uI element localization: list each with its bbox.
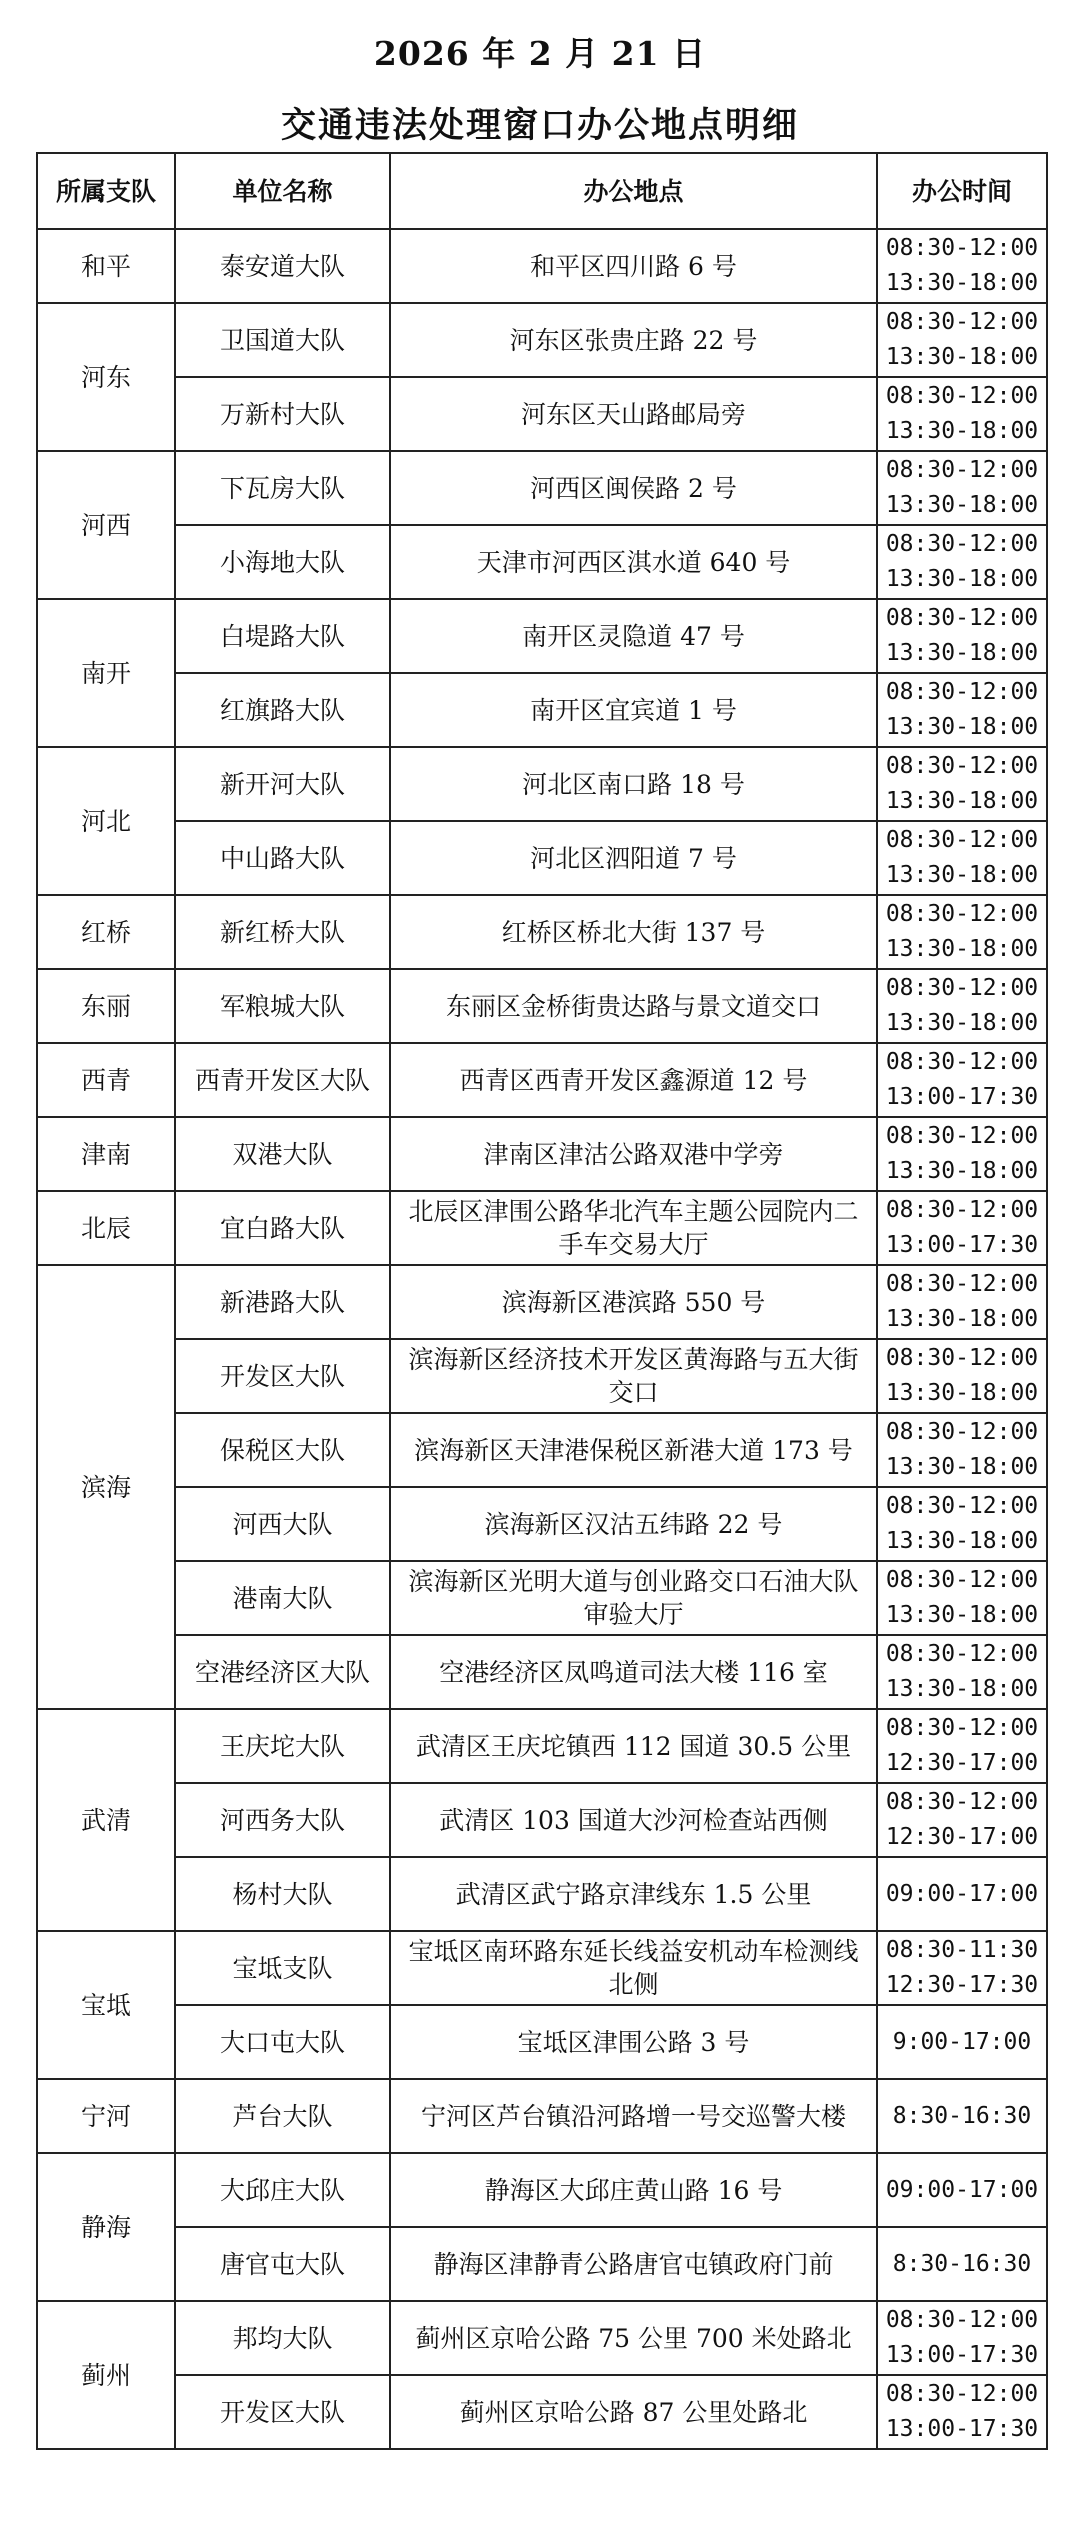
office-hours-cell xyxy=(877,2153,1047,2227)
office-hours-line: 08:30-12:00 xyxy=(885,1345,1039,1371)
office-hours-cell xyxy=(877,1931,1047,2005)
table-row xyxy=(37,1117,1047,1191)
table-row xyxy=(37,2375,1047,2449)
address-cell: 河北区南口路 18 号 xyxy=(390,747,877,821)
address-cell: 滨海新区光明大道与创业路交口石油大队审验大厅 xyxy=(390,1561,877,1635)
office-hours-cell xyxy=(877,2005,1047,2079)
table-row xyxy=(37,229,1047,303)
table-row xyxy=(37,1709,1047,1783)
unit-name-cell: 下瓦房大队 xyxy=(175,451,390,525)
office-hours-line: 08:30-12:00 xyxy=(885,827,1039,853)
table-row xyxy=(37,599,1047,673)
table-row xyxy=(37,969,1047,1043)
office-hours-line: 13:00-17:30 xyxy=(885,2416,1039,2442)
unit-name-cell: 宜白路大队 xyxy=(175,1191,390,1265)
office-hours-cell xyxy=(877,969,1047,1043)
office-hours-line: 13:30-18:00 xyxy=(885,1010,1039,1036)
office-hours-line: 08:30-12:00 xyxy=(885,1123,1039,1149)
address-cell: 武清区 103 国道大沙河检查站西侧 xyxy=(390,1783,877,1857)
office-hours-line: 08:30-12:00 xyxy=(885,235,1039,261)
office-hours-line: 08:30-12:00 xyxy=(885,1493,1039,1519)
office-hours-line: 08:30-12:00 xyxy=(885,753,1039,779)
office-hours-line: 08:30-12:00 xyxy=(885,457,1039,483)
table-row xyxy=(37,2301,1047,2375)
office-hours-cell xyxy=(877,1413,1047,1487)
office-hours-cell xyxy=(877,1043,1047,1117)
table-row xyxy=(37,1191,1047,1265)
office-hours-line: 09:00-17:00 xyxy=(885,2176,1039,2203)
office-hours-cell xyxy=(877,1339,1047,1413)
address-cell: 东丽区金桥街贵达路与景文道交口 xyxy=(390,969,877,1043)
table-row xyxy=(37,2153,1047,2227)
office-hours-line: 13:30-18:00 xyxy=(885,936,1039,962)
office-hours-line: 13:30-18:00 xyxy=(885,492,1039,518)
office-hours-line: 13:30-18:00 xyxy=(885,1602,1039,1628)
address-cell: 河东区张贵庄路 22 号 xyxy=(390,303,877,377)
office-hours-line: 08:30-12:00 xyxy=(885,975,1039,1001)
office-hours-cell xyxy=(877,229,1047,303)
office-hours-cell xyxy=(877,1265,1047,1339)
unit-name-cell: 新港路大队 xyxy=(175,1265,390,1339)
table-row xyxy=(37,1487,1047,1561)
office-hours-line: 08:30-12:00 xyxy=(885,531,1039,557)
office-hours-cell xyxy=(877,2079,1047,2153)
address-cell: 武清区王庆坨镇西 112 国道 30.5 公里 xyxy=(390,1709,877,1783)
branch-cell: 河西 xyxy=(37,451,175,599)
office-hours-cell xyxy=(877,673,1047,747)
office-hours-cell xyxy=(877,377,1047,451)
office-hours-cell xyxy=(877,303,1047,377)
branch-cell: 宝坻 xyxy=(37,1931,175,2079)
table-row xyxy=(37,303,1047,377)
office-hours-line: 13:30-18:00 xyxy=(885,788,1039,814)
table-row xyxy=(37,1043,1047,1117)
table-row xyxy=(37,2227,1047,2301)
address-cell: 南开区灵隐道 47 号 xyxy=(390,599,877,673)
address-cell: 津南区津沽公路双港中学旁 xyxy=(390,1117,877,1191)
office-hours-line: 13:30-18:00 xyxy=(885,418,1039,444)
branch-cell: 东丽 xyxy=(37,969,175,1043)
address-cell: 滨海新区经济技术开发区黄海路与五大街交口 xyxy=(390,1339,877,1413)
unit-name-cell: 白堤路大队 xyxy=(175,599,390,673)
unit-name-cell: 河西务大队 xyxy=(175,1783,390,1857)
address-cell: 南开区宜宾道 1 号 xyxy=(390,673,877,747)
office-hours-line: 12:30-17:30 xyxy=(885,1972,1039,1998)
unit-name-cell: 保税区大队 xyxy=(175,1413,390,1487)
office-hours-line: 08:30-12:00 xyxy=(885,1789,1039,1815)
unit-name-cell: 红旗路大队 xyxy=(175,673,390,747)
unit-name-cell: 泰安道大队 xyxy=(175,229,390,303)
unit-name-cell: 港南大队 xyxy=(175,1561,390,1635)
address-cell: 河北区泗阳道 7 号 xyxy=(390,821,877,895)
office-hours-cell xyxy=(877,1857,1047,1931)
unit-name-cell: 万新村大队 xyxy=(175,377,390,451)
table-header-row xyxy=(37,153,1047,229)
branch-cell: 河北 xyxy=(37,747,175,895)
office-hours-cell xyxy=(877,2375,1047,2449)
office-hours-line: 13:30-18:00 xyxy=(885,270,1039,296)
office-hours-line: 13:30-18:00 xyxy=(885,1306,1039,1332)
unit-name-cell: 西青开发区大队 xyxy=(175,1043,390,1117)
column-header-hours: 办公时间 xyxy=(877,153,1047,229)
unit-name-cell: 中山路大队 xyxy=(175,821,390,895)
office-hours-line: 13:30-18:00 xyxy=(885,344,1039,370)
unit-name-cell: 杨村大队 xyxy=(175,1857,390,1931)
office-hours-cell xyxy=(877,451,1047,525)
column-header-address: 办公地点 xyxy=(390,153,877,229)
table-row xyxy=(37,1931,1047,2005)
office-hours-cell xyxy=(877,1487,1047,1561)
office-hours-cell xyxy=(877,2227,1047,2301)
branch-cell: 津南 xyxy=(37,1117,175,1191)
column-header-branch: 所属支队 xyxy=(37,153,175,229)
unit-name-cell: 小海地大队 xyxy=(175,525,390,599)
table-body xyxy=(37,229,1047,2449)
unit-name-cell: 唐官屯大队 xyxy=(175,2227,390,2301)
address-cell: 滨海新区汉沽五纬路 22 号 xyxy=(390,1487,877,1561)
office-hours-line: 08:30-12:00 xyxy=(885,1567,1039,1593)
address-cell: 蓟州区京哈公路 75 公里 700 米处路北 xyxy=(390,2301,877,2375)
table-row xyxy=(37,895,1047,969)
office-hours-line: 8:30-16:30 xyxy=(892,2102,1032,2129)
unit-name-cell: 卫国道大队 xyxy=(175,303,390,377)
office-hours-line: 13:30-18:00 xyxy=(885,1528,1039,1554)
address-cell: 红桥区桥北大街 137 号 xyxy=(390,895,877,969)
office-hours-line: 08:30-12:00 xyxy=(885,2381,1039,2407)
office-hours-cell xyxy=(877,2301,1047,2375)
branch-cell: 西青 xyxy=(37,1043,175,1117)
office-hours-cell xyxy=(877,1635,1047,1709)
office-hours-line: 9:00-17:00 xyxy=(892,2028,1032,2055)
address-cell: 静海区津静青公路唐官屯镇政府门前 xyxy=(390,2227,877,2301)
office-hours-line: 08:30-12:00 xyxy=(885,1419,1039,1445)
table-row xyxy=(37,377,1047,451)
branch-cell: 南开 xyxy=(37,599,175,747)
address-cell: 河西区闽侯路 2 号 xyxy=(390,451,877,525)
table-row xyxy=(37,525,1047,599)
address-cell: 蓟州区京哈公路 87 公里处路北 xyxy=(390,2375,877,2449)
branch-cell: 河东 xyxy=(37,303,175,451)
office-hours-cell xyxy=(877,525,1047,599)
office-hours-line: 13:30-18:00 xyxy=(885,1676,1039,1702)
office-hours-line: 13:30-18:00 xyxy=(885,566,1039,592)
table-row xyxy=(37,1635,1047,1709)
office-hours-line: 12:30-17:00 xyxy=(885,1824,1039,1850)
unit-name-cell: 河西大队 xyxy=(175,1487,390,1561)
unit-name-cell: 新开河大队 xyxy=(175,747,390,821)
office-hours-line: 08:30-12:00 xyxy=(885,1197,1039,1223)
unit-name-cell: 新红桥大队 xyxy=(175,895,390,969)
table-row xyxy=(37,821,1047,895)
table-row xyxy=(37,1561,1047,1635)
office-hours-line: 08:30-12:00 xyxy=(885,605,1039,631)
office-hours-line: 13:30-18:00 xyxy=(885,1158,1039,1184)
address-cell: 天津市河西区淇水道 640 号 xyxy=(390,525,877,599)
unit-name-cell: 开发区大队 xyxy=(175,2375,390,2449)
address-cell: 和平区四川路 6 号 xyxy=(390,229,877,303)
office-hours-line: 13:00-17:30 xyxy=(885,2342,1039,2368)
office-hours-line: 08:30-12:00 xyxy=(885,309,1039,335)
address-cell: 河东区天山路邮局旁 xyxy=(390,377,877,451)
table-row xyxy=(37,1339,1047,1413)
table-row xyxy=(37,1857,1047,1931)
address-cell: 武清区武宁路京津线东 1.5 公里 xyxy=(390,1857,877,1931)
unit-name-cell: 开发区大队 xyxy=(175,1339,390,1413)
office-hours-line: 08:30-12:00 xyxy=(885,901,1039,927)
office-hours-line: 12:30-17:00 xyxy=(885,1750,1039,1776)
office-hours-line: 13:30-18:00 xyxy=(885,640,1039,666)
table-row xyxy=(37,451,1047,525)
table-row xyxy=(37,1783,1047,1857)
office-hours-line: 13:00-17:30 xyxy=(885,1232,1039,1258)
address-cell: 宝坻区津围公路 3 号 xyxy=(390,2005,877,2079)
table-row xyxy=(37,1265,1047,1339)
unit-name-cell: 王庆坨大队 xyxy=(175,1709,390,1783)
unit-name-cell: 芦台大队 xyxy=(175,2079,390,2153)
branch-cell: 滨海 xyxy=(37,1265,175,1709)
unit-name-cell: 大邱庄大队 xyxy=(175,2153,390,2227)
address-cell: 滨海新区港滨路 550 号 xyxy=(390,1265,877,1339)
office-hours-line: 08:30-12:00 xyxy=(885,1715,1039,1741)
unit-name-cell: 宝坻支队 xyxy=(175,1931,390,2005)
office-hours-line: 08:30-12:00 xyxy=(885,1049,1039,1075)
office-hours-cell xyxy=(877,1191,1047,1265)
office-hours-line: 8:30-16:30 xyxy=(892,2250,1032,2277)
office-hours-cell xyxy=(877,747,1047,821)
office-hours-line: 09:00-17:00 xyxy=(885,1880,1039,1907)
address-cell: 空港经济区凤鸣道司法大楼 116 室 xyxy=(390,1635,877,1709)
office-hours-line: 13:30-18:00 xyxy=(885,714,1039,740)
address-cell: 滨海新区天津港保税区新港大道 173 号 xyxy=(390,1413,877,1487)
office-hours-cell xyxy=(877,1561,1047,1635)
unit-name-cell: 大口屯大队 xyxy=(175,2005,390,2079)
unit-name-cell: 军粮城大队 xyxy=(175,969,390,1043)
table-row xyxy=(37,2079,1047,2153)
table-row xyxy=(37,673,1047,747)
office-hours-line: 08:30-11:30 xyxy=(885,1937,1039,1963)
unit-name-cell: 邦均大队 xyxy=(175,2301,390,2375)
office-locations-table xyxy=(36,152,1048,2450)
office-hours-cell xyxy=(877,821,1047,895)
address-cell: 静海区大邱庄黄山路 16 号 xyxy=(390,2153,877,2227)
office-hours-line: 08:30-12:00 xyxy=(885,1271,1039,1297)
table-row xyxy=(37,1413,1047,1487)
branch-cell: 蓟州 xyxy=(37,2301,175,2449)
address-cell: 北辰区津围公路华北汽车主题公园院内二手车交易大厅 xyxy=(390,1191,877,1265)
branch-cell: 宁河 xyxy=(37,2079,175,2153)
address-cell: 西青区西青开发区鑫源道 12 号 xyxy=(390,1043,877,1117)
document-date: 2026 年 2 月 21 日 xyxy=(373,34,707,73)
office-hours-cell xyxy=(877,599,1047,673)
branch-cell: 和平 xyxy=(37,229,175,303)
document-title: 交通违法处理窗口办公地点明细 xyxy=(280,105,799,146)
office-hours-line: 13:00-17:30 xyxy=(885,1084,1039,1110)
table-row xyxy=(37,2005,1047,2079)
office-hours-line: 08:30-12:00 xyxy=(885,1641,1039,1667)
column-header-unit: 单位名称 xyxy=(175,153,390,229)
office-hours-cell xyxy=(877,1709,1047,1783)
office-hours-line: 13:30-18:00 xyxy=(885,1380,1039,1406)
unit-name-cell: 双港大队 xyxy=(175,1117,390,1191)
address-cell: 宝坻区南环路东延长线益安机动车检测线北侧 xyxy=(390,1931,877,2005)
office-hours-line: 08:30-12:00 xyxy=(885,2307,1039,2333)
office-hours-cell xyxy=(877,1783,1047,1857)
office-hours-line: 08:30-12:00 xyxy=(885,383,1039,409)
table-row xyxy=(37,747,1047,821)
branch-cell: 静海 xyxy=(37,2153,175,2301)
office-hours-cell xyxy=(877,895,1047,969)
office-hours-cell xyxy=(877,1117,1047,1191)
branch-cell: 红桥 xyxy=(37,895,175,969)
branch-cell: 武清 xyxy=(37,1709,175,1931)
address-cell: 宁河区芦台镇沿河路增一号交巡警大楼 xyxy=(390,2079,877,2153)
office-hours-line: 08:30-12:00 xyxy=(885,679,1039,705)
office-hours-line: 13:30-18:00 xyxy=(885,1454,1039,1480)
office-hours-line: 13:30-18:00 xyxy=(885,862,1039,888)
unit-name-cell: 空港经济区大队 xyxy=(175,1635,390,1709)
branch-cell: 北辰 xyxy=(37,1191,175,1265)
